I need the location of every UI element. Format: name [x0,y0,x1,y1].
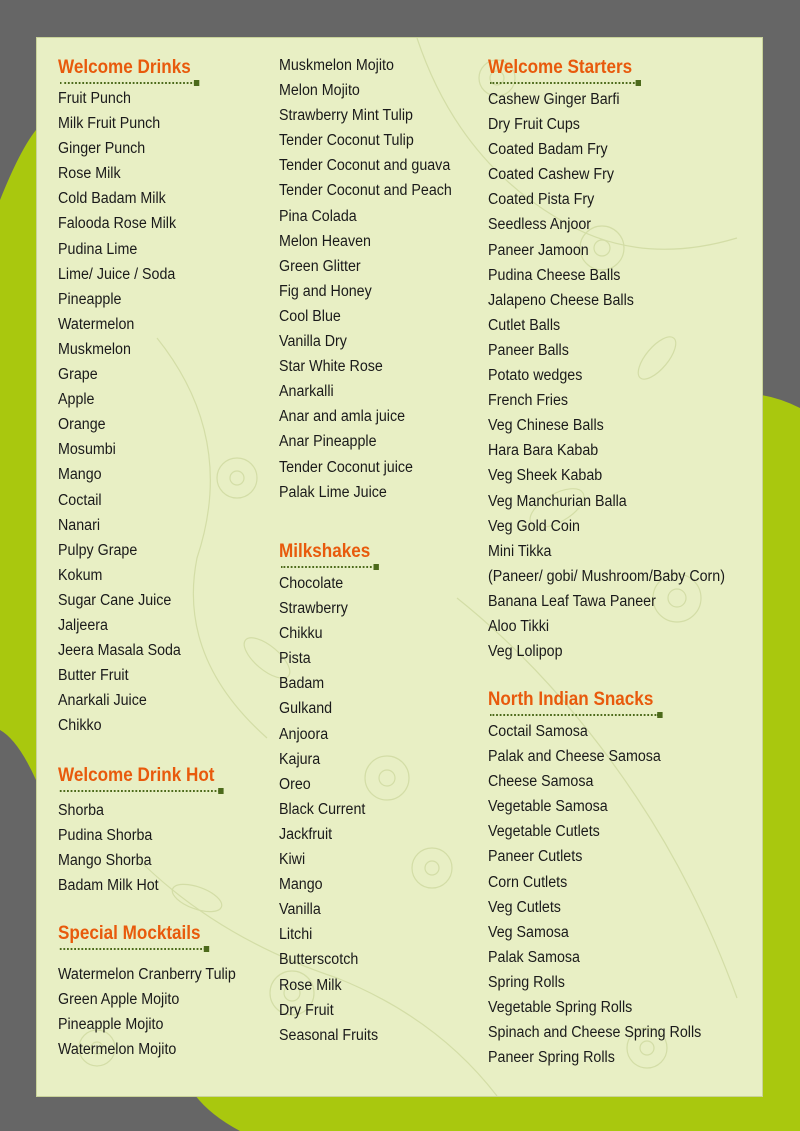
menu-item: Vegetable Cutlets [488,823,600,841]
menu-item: Fruit Punch [58,90,131,107]
menu-item: Kokum [58,566,103,584]
menu-item: Star White Rose [279,358,383,376]
menu-item: Watermelon Cranberry Tulip [58,966,236,983]
menu-item: Gulkand [279,700,333,718]
menu-item: Cold Badam Milk [58,190,166,208]
menu-item: Vanilla [279,901,321,919]
menu-item: Pina Colada [279,207,357,225]
menu-item: Cutlet Balls [488,316,561,334]
menu-item: Pineapple [58,290,122,308]
section-special-mocktails [58,922,251,1062]
menu-item: Coctail [58,491,102,509]
section-welcome-starters [488,56,746,664]
menu-item: Paneer Cutlets [488,848,583,866]
menu-item: Jeera Masala Soda [58,642,181,660]
menu-item: Pudina Cheese Balls [488,266,621,284]
menu-item: Kiwi [279,851,306,869]
menu-item: Jackfruit [279,825,333,843]
left-green-band [0,130,36,780]
menu-item: Kajura [279,750,321,768]
section-title: North Indian Snacks [488,688,653,718]
section-title: Welcome Drinks [58,56,191,86]
menu-item: Mango [279,876,323,894]
menu-item: Vanilla Dry [279,333,347,351]
menu-item: Chocolate [279,575,344,592]
menu-item: Coctail Samosa [488,723,588,740]
section-milkshakes [279,540,387,1048]
menu-item: Pudina Lime [58,240,138,258]
menu-item: Seasonal Fruits [279,1026,379,1044]
menu-item: Butter Fruit [58,667,129,685]
menu-item: Apple [58,391,95,409]
menu-item: Badam [279,675,325,693]
menu-item: Palak Samosa [488,948,580,966]
menu-item: Paneer Balls [488,341,569,359]
menu-item: Melon Heaven [279,232,371,250]
menu-card [36,37,763,1097]
menu-item: Spring Rolls [488,973,565,991]
menu-item: French Fries [488,392,569,410]
menu-item: Tender Coconut and guava [279,157,451,175]
menu-item: Fig and Honey [279,282,372,300]
menu-item: Mosumbi [58,441,116,459]
menu-item: Veg Sheek Kabab [488,467,603,485]
menu-item: Dry Fruit Cups [488,116,580,134]
item-list [279,571,387,1048]
menu-item: Shorba [58,802,104,819]
menu-item: Rose Milk [58,165,121,183]
menu-item: Nanari [58,516,101,534]
right-green-band [761,395,800,1131]
menu-item: Black Current [279,800,366,818]
menu-item: Hara Bara Kabab [488,442,599,460]
menu-item: Banana Leaf Tawa Paneer [488,592,656,610]
menu-item: Cheese Samosa [488,773,594,791]
section-welcome-drinks [58,56,205,738]
item-list [488,719,720,1070]
menu-item: Tender Coconut and Peach [279,182,452,200]
menu-item: Coated Cashew Fry [488,166,615,184]
menu-item: Badam Milk Hot [58,877,159,895]
section-mocktails-continued [279,53,467,505]
menu-item: Chikku [279,625,323,643]
menu-item: Vegetable Spring Rolls [488,999,633,1017]
menu-item: Veg Gold Coin [488,517,580,535]
menu-item: Chikko [58,717,102,735]
menu-item: Aloo Tikki [488,617,550,635]
item-list [58,962,251,1062]
menu-item: Paneer Jamoon [488,241,589,259]
menu-item: Coated Pista Fry [488,191,595,209]
menu-item: Spinach and Cheese Spring Rolls [488,1024,702,1042]
menu-item: Anar Pineapple [279,433,377,451]
menu-item: Jaljeera [58,616,108,634]
menu-item: Tender Coconut juice [279,458,413,476]
menu-item: Veg Cutlets [488,898,561,916]
menu-item: Butterscotch [279,951,359,969]
menu-item: Paneer Spring Rolls [488,1049,615,1067]
menu-item: Mango Shorba [58,852,152,870]
menu-item: Anar and amla juice [279,408,406,426]
bottom-green-band [195,1095,800,1131]
menu-item: Melon Mojito [279,82,360,100]
menu-item: Lime/ Juice / Soda [58,265,176,283]
menu-item: Tender Coconut Tulip [279,132,414,150]
menu-item: Potato wedges [488,367,583,385]
menu-item: Dry Fruit [279,1001,334,1019]
menu-item: Cool Blue [279,307,341,325]
item-list [58,86,205,738]
item-list [58,798,232,898]
menu-item: Strawberry Mint Tulip [279,107,413,125]
menu-item: Muskmelon Mojito [279,57,394,74]
menu-item: Veg Lolipop [488,643,563,661]
menu-item: Pineapple Mojito [58,1016,164,1034]
menu-item: Anarkalli [279,383,334,401]
menu-item: Litchi [279,926,313,944]
menu-item: Veg Chinese Balls [488,417,604,435]
menu-item: Green Glitter [279,257,361,275]
menu-item: Ginger Punch [58,140,146,158]
menu-item: Cashew Ginger Barfi [488,91,620,108]
menu-item: Pulpy Grape [58,541,138,559]
section-title: Special Mocktails [58,922,201,952]
menu-item: Vegetable Samosa [488,798,608,816]
menu-item: Corn Cutlets [488,873,568,891]
menu-item: Sugar Cane Juice [58,591,172,609]
item-list [488,87,746,664]
menu-item: Seedless Anjoor [488,216,592,234]
menu-item: Mango [58,466,102,484]
menu-item: Jalapeno Cheese Balls [488,291,634,309]
menu-item: Palak and Cheese Samosa [488,748,661,766]
section-title: Milkshakes [279,540,370,570]
menu-item: (Paneer/ gobi/ Mushroom/Baby Corn) [488,567,725,585]
menu-item: Grape [58,366,98,384]
menu-item: Pudina Shorba [58,827,153,845]
menu-item: Palak Lime Juice [279,483,387,501]
menu-item: Milk Fruit Punch [58,115,161,133]
menu-item: Muskmelon [58,340,131,358]
menu-item: Rose Milk [279,976,342,994]
menu-item: Watermelon [58,315,135,333]
menu-item: Oreo [279,775,311,793]
menu-item: Pista [279,650,311,668]
menu-item: Veg Samosa [488,923,569,941]
menu-item: Falooda Rose Milk [58,215,177,233]
menu-item: Anarkali Juice [58,692,147,710]
menu-item: Anjoora [279,725,329,743]
menu-item: Mini Tikka [488,542,552,560]
menu-item: Coated Badam Fry [488,141,608,159]
section-welcome-drink-hot [58,764,232,898]
item-list [279,53,467,505]
menu-item: Orange [58,416,106,434]
section-title: Welcome Drink Hot [58,764,214,794]
menu-item: Watermelon Mojito [58,1041,177,1059]
menu-item: Veg Manchurian Balla [488,492,627,510]
section-north-indian-snacks [488,688,720,1070]
section-title: Welcome Starters [488,56,632,86]
menu-item: Green Apple Mojito [58,991,180,1009]
menu-item: Strawberry [279,600,348,618]
